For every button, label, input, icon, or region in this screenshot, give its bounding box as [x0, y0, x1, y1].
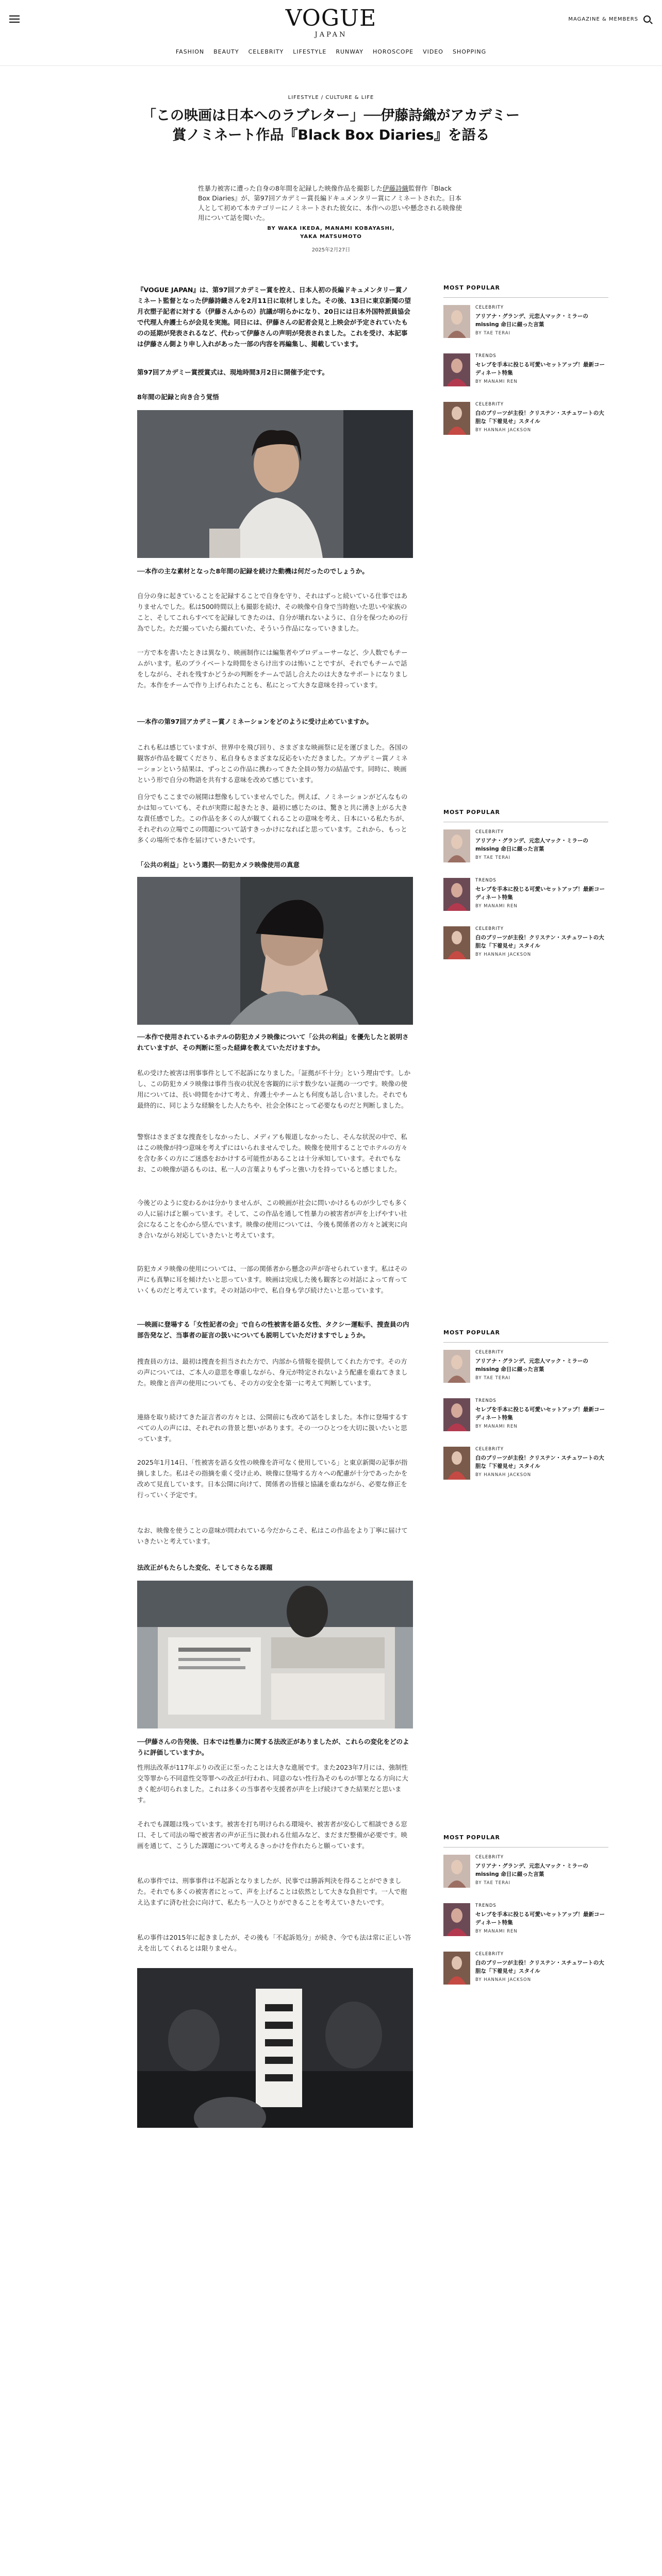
answer-4b: 連絡を取り続けてきた証言者の方々とは、公開前にも改めて話をしました。本作に登場するすべての人の声には、それぞれの背景と想いがあります。その一つひとつを大切に扱いたいと思っています。	[137, 1413, 408, 1443]
intro-paragraph: 『VOGUE JAPAN』は、第97回アカデミー賞を控え、日本人初の長編ドキュメンタリー賞ノミネート監督となった伊藤詩織さんを2月11日に取材しました。その後、13日に東京新聞の望月衣塑子記者に対する（伊藤さんからの）抗議が明らかになり、20日には日本外国特派員協会で代理人弁護士らが会見を実施。同日には、伊藤さんの記者会見と上映会が予定されていたものの延期が発表されるなど、代わって伊藤さんの声明が発表されました。これを受け、本記事は伊藤さん側より申し入れがあった一部の内容を再編集し、掲載しています。	[137, 286, 411, 348]
popular-thumb-image	[443, 1952, 470, 1985]
popular-thumb-image	[443, 402, 470, 435]
popular-thumb-image	[443, 1855, 470, 1888]
answer-4c: 2025年1月14日、「性被害を語る女性の映像を許可なく使用している」と東京新聞の記事が指摘しました。私はその指摘を重く受け止め、映像に登場する方々への配慮が十分であったかを改めて見直しています。日本公開に向けて、関係者の皆様と協議を重ねながら、必要な修正を行っていく予定です。	[137, 1459, 408, 1499]
vogue-logo[interactable]: VOGUE	[285, 5, 377, 31]
answer-1: 自分の身に起きていることを記録することで自身を守り、それはずっと続いている仕事ではありませんでした。私は500時間以上も撮影を続け、その映像や自身で当時抱いた思いや家族のこと、そしてこれらすべてを記録してきたのは、自分が壊れないように、自分を保つための行為でした。ただ撮っていたら撮れていた、そういう作品になっていきました。	[137, 592, 408, 632]
most-popular-block-4	[443, 1834, 608, 1993]
vogue-logo-sub: JAPAN	[315, 31, 347, 39]
popular-item[interactable]: CELEBRITY 白のブリーツが主役！クリステン・スチュワートの大胆な「下着見せ」スタイル BY HANNAH JACKSON	[443, 926, 608, 968]
nav-lifestyle[interactable]: LIFESTYLE	[293, 48, 327, 55]
most-popular-heading: MOST POPULAR	[443, 809, 608, 822]
popular-item[interactable]: TRENDS セレブを手本に投じる可愛いセットアップ！最新コーディネート特集 BY MANAMI REN	[443, 1398, 608, 1439]
popular-item[interactable]: CELEBRITY アリアナ・グランデ、元恋人マック・ミラーの missing 命日に綴った言葉 BY TAE TERAI	[443, 1855, 608, 1896]
popular-thumb-image	[443, 926, 470, 959]
popular-thumb-image	[443, 1350, 470, 1383]
breadcrumb[interactable]: LIFESTYLE / CULTURE & LIFE	[288, 95, 374, 100]
popular-item[interactable]: TRENDS セレブを手本に投じる可愛いセットアップ！最新コーディネート特集 BY MANAMI REN	[443, 878, 608, 919]
answer-5b: それでも課題は残っています。被害を打ち明けられる環境や、被害者が安心して相談できる窓口、そして司法の場で被害者の声が正当に扱われる仕組みなど、まだまだ整備が必要です。映画を通じて、こうした課題について考えるきっかけを作れたらと願っています。	[137, 1820, 408, 1850]
nav-shopping[interactable]: SHOPPING	[452, 48, 487, 55]
main-nav	[0, 48, 662, 55]
answer-4d: なお、映像を使うことの意味が問われている今だからこそ、私はこの作品をより丁寧に届けていきたいと考えています。	[137, 1527, 408, 1545]
most-popular-heading: MOST POPULAR	[443, 1834, 608, 1848]
question-2: ──本作の第97回アカデミー賞ノミネーションをどのように受け止めていますか。	[137, 718, 373, 725]
most-popular-block-1	[443, 284, 608, 443]
answer-1b: 一方で本を書いたときは異なり、映画制作には編集者やプロデューサーなど、少人数でもチームがいます。私のプライベートな時間をさらけ出すのは怖いことですが、それでもチームで話をしながら、それを残すかどうかの判断をチームで話し合えたのは大きなサポートになりました。本作をチームで作り上げられたことも、私にとって大きな意味を持っています。	[137, 649, 408, 689]
popular-thumb-image	[443, 1903, 470, 1936]
question-5: ──伊藤さんの告発後、日本では性暴力に関する法改正がありましたが、これらの変化をどのように評価していますか。	[137, 1738, 409, 1756]
header-tools	[568, 15, 651, 23]
popular-item[interactable]: CELEBRITY アリアナ・グランデ、元恋人マック・ミラーの missing 命日に綴った言葉 BY TAE TERAI	[443, 829, 608, 871]
article-photo-protest	[137, 1968, 413, 2128]
answer-4: 捜査員の方は、最初は捜査を担当された方で、内部から情報を提供してくれた方です。その方の声については、ご本人の意思を尊重しながら、身元が特定されないよう配慮を重ねてきました。映像と音声の使用についても、その方の安全を第一に考えて判断しています。	[137, 1358, 408, 1387]
nav-beauty[interactable]: BEAUTY	[213, 48, 239, 55]
answer-5: 性刑法改革が117年ぶりの改正に至ったことは大きな進展です。また2023年7月には、強制性交等罪から不同意性交等罪への改正が行われ、同意のない性行為そのものが罪となる方向に大きく舵が切られました。これは多くの当事者や支援者が声を上げ続けてきた結果だと思います。	[137, 1764, 408, 1804]
question-1: ──本作の主な素材となった8年間の記録を続けた動機は何だったのでしょうか。	[137, 567, 369, 575]
nav-fashion[interactable]: FASHION	[175, 48, 205, 55]
article-title: 「この映画は日本へのラブレター」──伊藤詩織がアカデミー賞ノミネート作品『Black Box Diaries』を語る	[142, 108, 520, 143]
question-4: ──映画に登場する「女性記者の会」で自らの性被害を語る女性、タクシー運転手、捜査員の内部告発など、当事者の証言の扱いについても説明していただけますでしょうか。	[137, 1320, 409, 1339]
most-popular-block-2	[443, 809, 608, 968]
popular-item[interactable]: TRENDS セレブを手本に投じる可愛いセットアップ！最新コーディネート特集 BY MANAMI REN	[443, 1903, 608, 1944]
publish-date: 2025年2月27日	[311, 247, 351, 253]
answer-2: これも私は感じていますが、世界中を飛び回り、さまざまな映画祭に足を運びました。各国の観客が作品を観てくださり、私自身もさまざまな反応をいただきました。アカデミー賞ノミネーションという結果は、ずっとこの作品に携わってきた全員の努力の結晶です。同時に、映画という形で自分の物語を共有する意味を改めて感じています。	[137, 743, 408, 784]
ceremony-note: 第97回アカデミー賞授賞式は、現地時間3月2日に開催予定です。	[137, 368, 329, 376]
nav-video[interactable]: VIDEO	[423, 48, 443, 55]
article-photo-hands	[137, 877, 413, 1025]
popular-item[interactable]: CELEBRITY 白のブリーツが主役！クリステン・スチュワートの大胆な「下着見せ」スタイル BY HANNAH JACKSON	[443, 1447, 608, 1488]
popular-thumb-image	[443, 305, 470, 338]
dek-link[interactable]: 伊藤詩織	[382, 184, 408, 192]
answer-5c: 私の事件では、刑事事件は不起訴となりましたが、民事では勝訴判決を得ることができました。それでも多くの被害者にとって、声を上げることは依然として大きな負担です。一人で抱え込まずに済む社会に向けて、私たち一人ひとりができることを考えていきたいです。	[137, 1877, 407, 1906]
section-heading-3: 法改正がもたらした変化、そしてさらなる課題	[137, 1564, 273, 1571]
most-popular-heading: MOST POPULAR	[443, 284, 608, 298]
article-dek: 性暴力被害に遭った自身の8年間を記録した映像作品を撮影した伊藤詩織監督作『Black Box Diaries』が、第97回アカデミー賞長編ドキュメンタリー賞にノミネートされた。日本人として初めて本カテゴリーにノミネートされた彼女に、本作への思いや懸念される映像使用について話を聞いた。	[198, 184, 462, 222]
popular-thumb-image	[443, 1398, 470, 1431]
answer-2b: 自分でもここまでの展開は想像もしていませんでした。例えば、ノミネーションがどんなものかは知っていても、それが実際に起きたとき、最初に感じたのは、驚きと共に湧き上がる大きな責任感でした。この作品を多くの人が観てくれることの意味を考え、日本にいる私たちが、それぞれの立場でこの問題について話すきっかけになればと思っています。これから、もっと多くの場所で本作を届けていきたいです。	[137, 793, 408, 844]
most-popular-heading: MOST POPULAR	[443, 1329, 608, 1343]
article-photo-newspapers	[137, 1581, 413, 1728]
most-popular-block-3	[443, 1329, 608, 1488]
popular-item[interactable]: CELEBRITY アリアナ・グランデ、元恋人マック・ミラーの missing 命日に綴った言葉 BY TAE TERAI	[443, 1350, 608, 1391]
nav-horoscope[interactable]: HOROSCOPE	[372, 48, 414, 55]
answer-5d: 私の事件は2015年に起きましたが、その後も「不起訴処分」が続き、今でも法は常に正しい答えを出してくれるとは限りません。	[137, 1934, 411, 1952]
byline: BY WAKA IKEDA, MANAMI KOBAYASHI, YAKA MATSUMOTO	[267, 226, 395, 240]
search-icon[interactable]	[643, 15, 651, 23]
answer-3: 私の受けた被害は刑事事件として不起訴になりました。「証拠が不十分」という理由です。しかし、この防犯カメラ映像は事件当夜の状況を客観的に示す数少ない証拠の一つです。映像の使用については、長い時間をかけて考え、弁護士やチームとも何度も話し合いました。それでも最終的に、同じような経験をした人たちや、社会全体にとって必要なものだと判断しました。	[137, 1069, 411, 1109]
answer-3b: 警察はさまざまな捜査をしなかったし、メディアも報道しなかったし、そんな状況の中で、私はこの映像が持つ意味を考えずにはいられませんでした。映像を使用することでホテルの方々を含む多くの方にご迷惑をおかけする可能性があることは十分承知しています。それでもなお、この映像が語るものは、私一人の言葉よりもずっと強い力を持っていると感じました。	[137, 1133, 408, 1173]
question-3: ──本作で使用されているホテルの防犯カメラ映像について「公共の利益」を優先したと説明されていますが、その判断に至った経緯を教えていただけますか。	[137, 1033, 409, 1052]
section-heading-2: 「公共の利益」という選択──防犯カメラ映像使用の真意	[137, 861, 300, 869]
popular-item[interactable]: TRENDS セレブを手本に投じる可愛いセットアップ！最新コーディネート特集 BY MANAMI REN	[443, 353, 608, 395]
nav-celebrity[interactable]: CELEBRITY	[248, 48, 284, 55]
answer-3d: 防犯カメラ映像の使用については、一部の関係者から懸念の声が寄せられています。私はその声にも真摯に耳を傾けたいと思っています。映画は完成した後も観客との対話によって育っていくものだと考えています。その対話の中で、私自身も学び続けたいと思っています。	[137, 1265, 408, 1294]
popular-item[interactable]: CELEBRITY 白のブリーツが主役！クリステン・スチュワートの大胆な「下着見せ」スタイル BY HANNAH JACKSON	[443, 402, 608, 443]
membership-link[interactable]: MAGAZINE & MEMBERS	[568, 16, 638, 22]
answer-3c: 今後どのように変わるかは分かりませんが、この映画が社会に問いかけるものが少しでも多くの人に届けばと願っています。そして、この作品を通して性暴力の被害者が声を上げやすい社会になることを心から望んでいます。映像の使用については、今後も関係者の方々と誠実に向き合いながら対応していきたいと考えています。	[137, 1199, 408, 1239]
popular-thumb-image	[443, 353, 470, 386]
popular-item[interactable]: CELEBRITY 白のブリーツが主役！クリステン・スチュワートの大胆な「下着見せ」スタイル BY HANNAH JACKSON	[443, 1952, 608, 1993]
site-header	[0, 0, 662, 66]
popular-thumb-image	[443, 829, 470, 862]
popular-item[interactable]: CELEBRITY アリアナ・グランデ、元恋人マック・ミラーの missing 命日に綴った言葉 BY TAE TERAI	[443, 305, 608, 346]
popular-thumb-image	[443, 1447, 470, 1480]
section-heading-1: 8年間の記録と向き合う覚悟	[137, 393, 219, 401]
popular-thumb-image	[443, 878, 470, 911]
nav-runway[interactable]: RUNWAY	[336, 48, 363, 55]
article-photo-portrait	[137, 410, 413, 558]
